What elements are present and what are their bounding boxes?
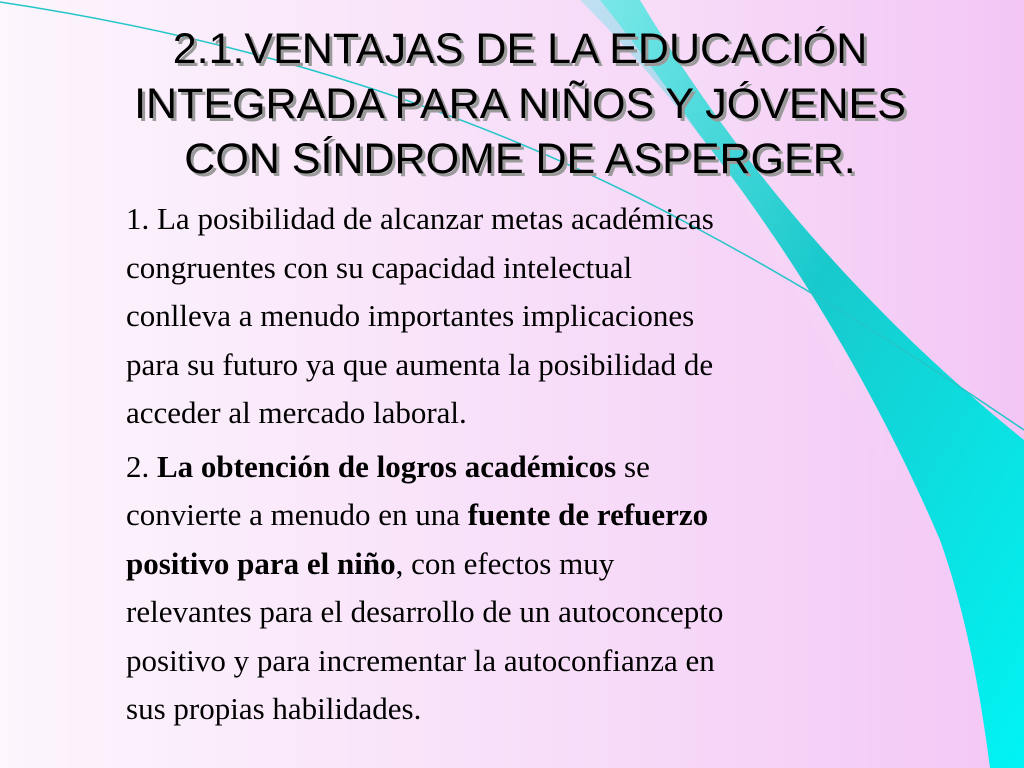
point-2-line bbox=[126, 540, 906, 589]
point-text: se bbox=[616, 448, 650, 484]
slide-body bbox=[126, 195, 906, 739]
slide-title bbox=[60, 22, 980, 187]
point-text: convierte a menudo en una bbox=[126, 497, 468, 532]
point-2-line: sus propias habilidades. bbox=[126, 691, 422, 726]
point-number: 1. bbox=[126, 201, 150, 236]
point-2-line bbox=[126, 443, 906, 492]
bold-phrase: fuente de refuerzo bbox=[467, 497, 709, 532]
point-1-line: conlleva a menudo importantes implicaciones bbox=[126, 298, 695, 333]
title-line: INTEGRADA PARA NIÑOS Y JÓVENES bbox=[134, 80, 906, 128]
title-line: 2.1.VENTAJAS DE LA EDUCACIÓN bbox=[172, 25, 868, 73]
point-1-line bbox=[126, 195, 906, 244]
bold-phrase: La obtención de logros académicos bbox=[157, 448, 617, 484]
point-2 bbox=[126, 443, 906, 734]
bold-phrase: positivo para el niño bbox=[126, 545, 396, 581]
point-text: La posibilidad de alcanzar metas académicas bbox=[157, 201, 714, 236]
point-2-line: positivo y para incrementar la autoconfianza en bbox=[126, 642, 715, 678]
title-line: CON SÍNDROME DE ASPERGER. bbox=[184, 135, 856, 183]
point-text: , con efectos muy bbox=[395, 545, 615, 581]
point-1-line: para su futuro ya que aumenta la posibilidad de bbox=[126, 346, 714, 382]
point-1-line: congruentes con su capacidad intelectual bbox=[126, 249, 633, 285]
point-2-line: relevantes para el desarrollo de un autoconcepto bbox=[126, 594, 724, 629]
point-1 bbox=[126, 195, 906, 438]
point-number: 2. bbox=[126, 448, 150, 484]
point-1-line: acceder al mercado laboral. bbox=[126, 395, 467, 430]
point-2-line bbox=[126, 491, 906, 540]
